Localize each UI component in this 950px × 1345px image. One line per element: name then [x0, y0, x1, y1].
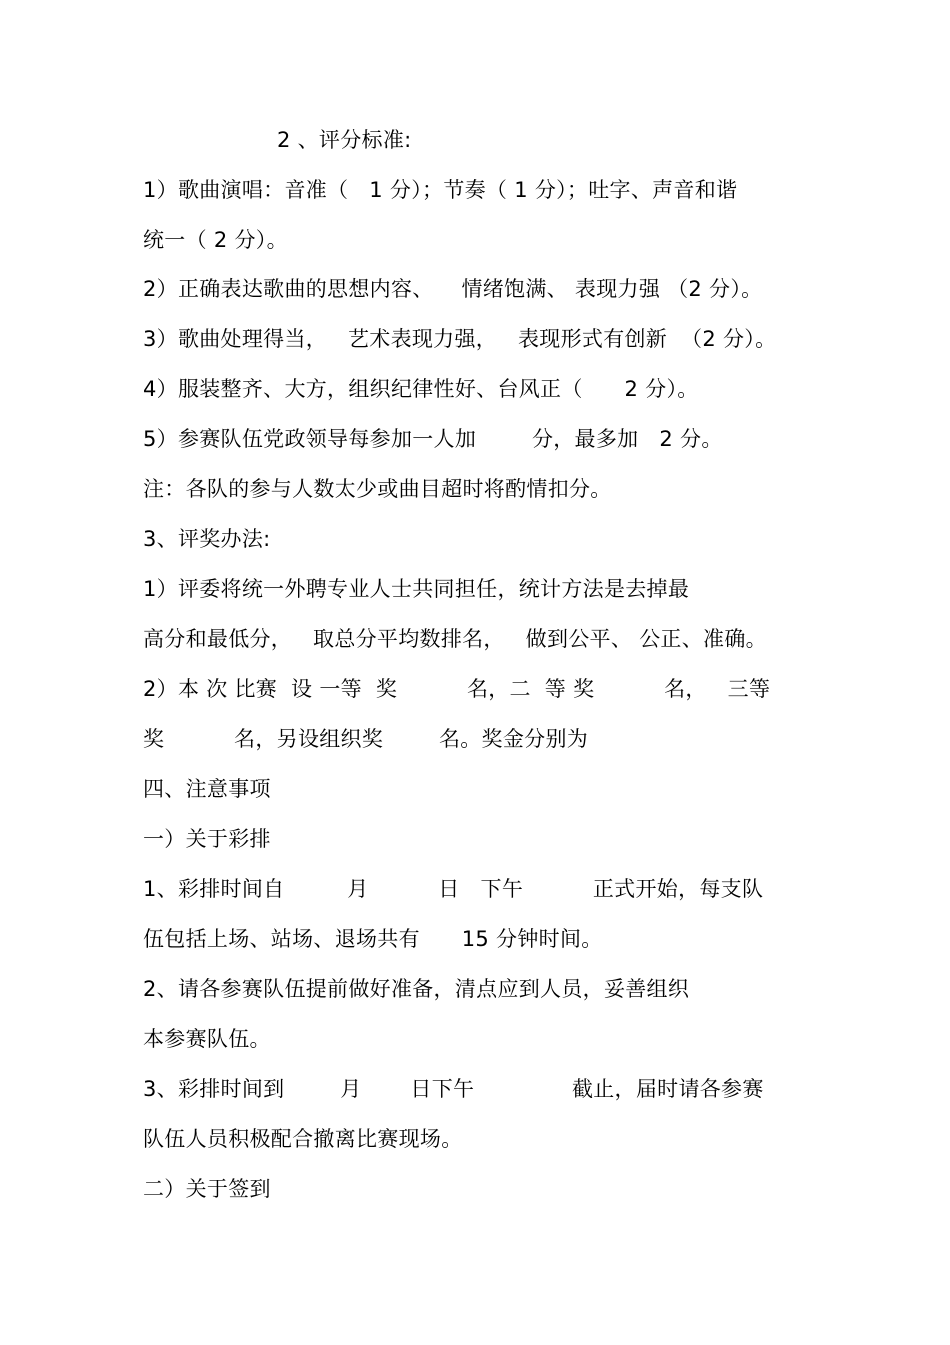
- text-line: 统一（ 2 分）。: [143, 228, 288, 252]
- text-line: 1）评委将统一外聘专业人士共同担任，统计方法是去掉最: [143, 577, 690, 601]
- text-line: 1、彩排时间自 月 日 下午 正式开始，每支队: [143, 877, 764, 901]
- subsection-heading-signin: 二）关于签到: [143, 1177, 271, 1201]
- text-line: 2、请各参赛队伍提前做好准备，清点应到人员，妥善组织: [143, 977, 690, 1001]
- note-line: 注：各队的参与人数太少或曲目超时将酌情扣分。: [143, 477, 612, 501]
- section-heading-scoring: 2 、评分标准:: [277, 128, 412, 152]
- text-line: 伍包括上场、站场、退场共有 15 分钟时间。: [143, 927, 603, 951]
- section-heading-awards: 3、评奖办法:: [143, 527, 271, 551]
- text-line: 5）参赛队伍党政领导每参加一人加 分，最多加 2 分。: [143, 427, 723, 451]
- text-line: 2）正确表达歌曲的思想内容、 情绪饱满、 表现力强 （2 分）。: [143, 277, 763, 301]
- text-line: 1）歌曲演唱：音准（ 1 分）；节奏（ 1 分）；吐字、声音和谐: [143, 178, 738, 202]
- text-line: 2）本 次 比赛 设 一等 奖 名，二 等 奖 名， 三等: [143, 677, 771, 701]
- text-line: 奖 名，另设组织奖 名。奖金分别为: [143, 727, 589, 751]
- subsection-heading-rehearsal: 一）关于彩排: [143, 827, 271, 851]
- text-line: 3、彩排时间到 月 日下午 截止，届时请各参赛: [143, 1077, 764, 1101]
- text-line: 3）歌曲处理得当， 艺术表现力强， 表现形式有创新 （2 分）。: [143, 327, 777, 351]
- text-line: 本参赛队伍。: [143, 1027, 271, 1051]
- text-line: 队伍人员积极配合撤离比赛现场。: [143, 1127, 463, 1151]
- text-line: 高分和最低分， 取总分平均数排名， 做到公平、 公正、准确。: [143, 627, 767, 651]
- section-heading-notes: 四、注意事项: [143, 777, 271, 801]
- text-line: 4）服装整齐、大方，组织纪律性好、台风正（ 2 分）。: [143, 377, 699, 401]
